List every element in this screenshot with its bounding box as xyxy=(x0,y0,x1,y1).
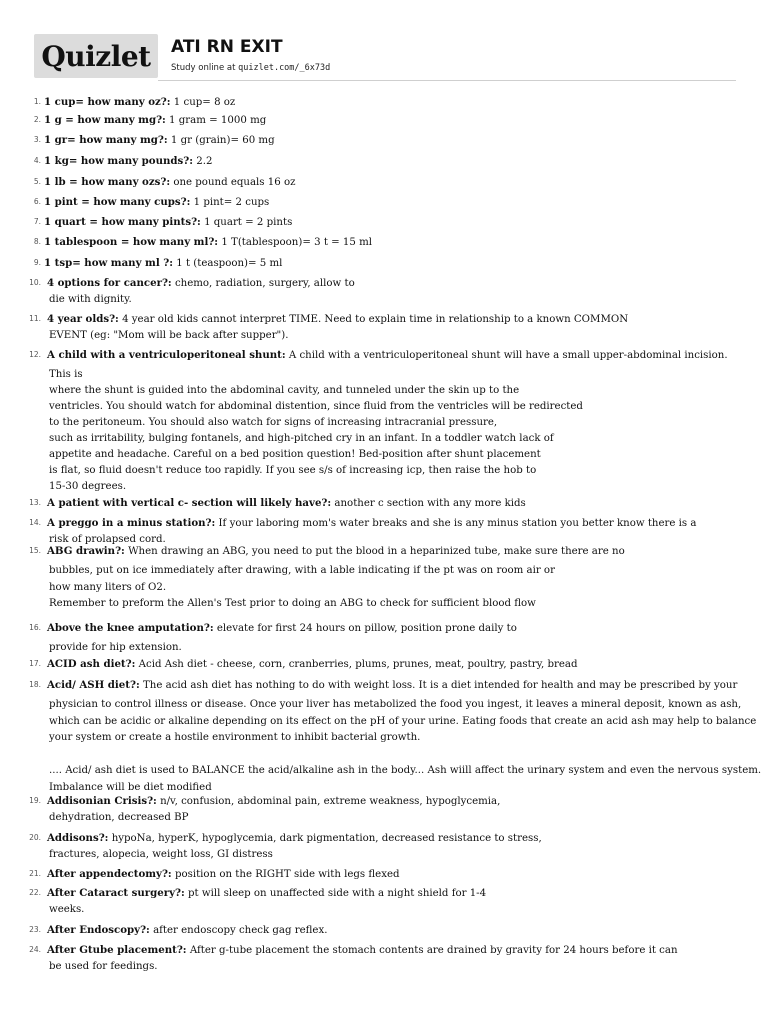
answer-text: one pound equals 16 oz xyxy=(173,177,296,188)
item-number: 14. xyxy=(29,518,41,527)
question-text: Acid/ ASH diet?: xyxy=(47,679,140,691)
item-number: 13. xyxy=(29,498,41,507)
answer-text: 2.2 xyxy=(196,156,213,167)
item-number: 6. xyxy=(33,197,41,206)
answer-text: 1 quart = 2 pints xyxy=(204,217,293,228)
answer-text: 1 pint= 2 cups xyxy=(193,197,270,208)
answer-continuation: ventricles. You should watch for abdominal distention, since fluid from the ventricles will be redirected xyxy=(49,401,583,412)
item-number: 17. xyxy=(29,659,41,668)
item-number: 20. xyxy=(29,833,41,842)
answer-text: The acid ash diet has nothing to do with weight loss. It is a diet intended for health and may be prescribed by your xyxy=(142,680,738,691)
item-number: 5. xyxy=(33,177,41,186)
answer-continuation: provide for hip extension. xyxy=(49,642,182,653)
header-divider xyxy=(158,80,736,81)
question-text: Addisonian Crisis?: xyxy=(47,795,157,807)
question-text: 1 lb = how many ozs?: xyxy=(44,176,171,188)
item-number: 18. xyxy=(29,680,41,689)
item-number: 21. xyxy=(29,869,41,878)
question-text: 1 gr= how many mg?: xyxy=(44,134,168,146)
answer-continuation: how many liters of O2. xyxy=(49,581,167,593)
answer-text: 1 gr (grain)= 60 mg xyxy=(170,135,275,146)
answer-continuation: bubbles, put on ice immediately after drawing, with a lable indicating if the pt was on room air or xyxy=(49,565,555,576)
item-number: 2. xyxy=(33,115,41,124)
answer-continuation: EVENT (eg: "Mom will be back after supper"). xyxy=(49,330,289,341)
answer-continuation: physician to control illness or disease. Once your liver has metabolized the food you ingest, it leaves a mineral deposit, known as ash, xyxy=(49,699,742,710)
question-text: After Cataract surgery?: xyxy=(47,887,185,899)
card-first-line xyxy=(47,621,517,636)
answer-continuation: be used for feedings. xyxy=(49,961,158,972)
question-text: 1 tablespoon = how many ml?: xyxy=(44,236,219,248)
card-first-line xyxy=(47,794,500,809)
question-text: A patient with vertical c- section will likely have?: xyxy=(47,497,332,509)
card-first-line xyxy=(44,113,266,128)
card-first-line xyxy=(47,544,625,559)
answer-continuation: .... Acid/ ash diet is used to BALANCE the acid/alkaline ash in the body... Ash wiill affect the urinary system and even the nervous system. xyxy=(49,765,762,776)
question-text: 1 tsp= how many ml ?: xyxy=(44,257,173,269)
item-number: 10. xyxy=(29,278,41,287)
card-first-line xyxy=(47,943,678,958)
item-number: 9. xyxy=(33,258,41,267)
answer-text: after endoscopy check gag reflex. xyxy=(153,925,328,936)
question-text: After Gtube placement?: xyxy=(47,944,187,956)
card-first-line xyxy=(44,95,235,110)
item-number: 7. xyxy=(33,217,41,226)
answer-text: another c section with any more kids xyxy=(334,498,526,509)
question-text: Above the knee amputation?: xyxy=(47,622,214,634)
answer-continuation: is flat, so fluid doesn't reduce too rapidly. If you see s/s of increasing icp, then raise the hob to xyxy=(49,465,537,476)
answer-text: When drawing an ABG, you need to put the blood in a heparinized tube, make sure there are no xyxy=(128,546,625,557)
answer-text: n/v, confusion, abdominal pain, extreme weakness, hypoglycemia, xyxy=(160,796,501,807)
answer-text: 1 T(tablespoon)= 3 t = 15 ml xyxy=(221,237,373,248)
card-first-line xyxy=(44,215,292,230)
item-number: 16. xyxy=(29,623,41,632)
card-first-line xyxy=(47,886,486,901)
answer-continuation: Remember to preform the Allen's Test prior to doing an ABG to check for sufficient blood flow xyxy=(49,598,536,609)
item-number: 23. xyxy=(29,925,41,934)
answer-continuation: such as irritability, bulging fontanels, and high-pitched cry in an infant. In a toddler watch lack of xyxy=(49,433,554,444)
answer-text: A child with a ventriculoperitoneal shunt will have a small upper-abdominal incision. xyxy=(288,350,728,361)
card-first-line xyxy=(47,312,628,327)
card-first-line xyxy=(47,867,400,882)
answer-continuation: dehydration, decreased BP xyxy=(49,812,189,823)
item-number: 15. xyxy=(29,546,41,555)
answer-continuation: where the shunt is guided into the abdominal cavity, and tunneled under the skin up to the xyxy=(49,385,520,396)
question-text: A child with a ventriculoperitoneal shunt: xyxy=(47,349,286,361)
answer-continuation: fractures, alopecia, weight loss, GI distress xyxy=(49,849,273,860)
item-number: 1. xyxy=(33,97,41,106)
item-number: 8. xyxy=(33,237,41,246)
answer-text: After g-tube placement the stomach contents are drained by gravity for 24 hours before it can xyxy=(189,945,678,956)
question-text: 1 pint = how many cups?: xyxy=(44,196,191,208)
answer-continuation: to the peritoneum. You should also watch for signs of increasing intracranial pressure, xyxy=(49,417,498,428)
answer-text: 4 year old kids cannot interpret TIME. Need to explain time in relationship to a known COMMON xyxy=(122,314,629,325)
answer-text: Acid Ash diet - cheese, corn, cranberries, plums, prunes, meat, poultry, pastry, bread xyxy=(138,659,578,670)
question-text: 1 kg= how many pounds?: xyxy=(44,155,193,167)
question-text: ACID ash diet?: xyxy=(47,658,136,670)
item-number: 12. xyxy=(29,350,41,359)
answer-continuation: This is xyxy=(49,369,83,380)
card-first-line xyxy=(44,235,372,250)
item-number: 4. xyxy=(33,156,41,165)
card-first-line xyxy=(44,133,275,148)
card-first-line xyxy=(47,516,696,531)
card-first-line xyxy=(47,276,355,291)
answer-continuation: appetite and headache. Careful on a bed position question! Bed-position after shunt placement xyxy=(49,449,541,460)
question-text: 1 g = how many mg?: xyxy=(44,114,166,126)
item-number: 22. xyxy=(29,888,41,897)
card-first-line xyxy=(44,256,282,271)
card-first-line xyxy=(47,348,728,363)
card-first-line xyxy=(47,923,327,938)
card-first-line xyxy=(47,678,737,693)
answer-text: elevate for first 24 hours on pillow, position prone daily to xyxy=(216,623,517,634)
subtitle-prefix: Study online at xyxy=(171,63,239,73)
answer-text: 1 cup= 8 oz xyxy=(173,97,236,108)
subtitle-url[interactable]: quizlet.com/_6x73d xyxy=(238,63,331,73)
question-text: 4 year olds?: xyxy=(47,313,119,325)
item-number: 19. xyxy=(29,796,41,805)
item-number: 11. xyxy=(29,314,41,323)
answer-continuation: which can be acidic or alkaline depending on its effect on the pH of your urine. Eating foods that create an acid ash may help to balance xyxy=(49,715,757,727)
question-text: A preggo in a minus station?: xyxy=(47,517,216,529)
answer-text: 1 gram = 1000 mg xyxy=(169,115,267,126)
answer-continuation: 15-30 degrees. xyxy=(49,481,127,492)
card-first-line xyxy=(47,831,542,846)
answer-text: position on the RIGHT side with legs flexed xyxy=(174,869,400,880)
card-first-line xyxy=(47,496,526,511)
answer-text: hypoNa, hyperK, hypoglycemia, dark pigmentation, decreased resistance to stress, xyxy=(111,833,542,844)
card-first-line xyxy=(44,195,269,210)
card-first-line xyxy=(44,154,212,169)
answer-continuation: risk of prolapsed cord. xyxy=(49,534,166,545)
answer-continuation: your system or create a hostile environment to inhibit bacterial growth. xyxy=(49,732,421,743)
answer-continuation: die with dignity. xyxy=(49,294,132,305)
card-first-line xyxy=(47,657,578,672)
question-text: After appendectomy?: xyxy=(47,868,172,880)
item-number: 3. xyxy=(33,135,41,144)
answer-text: 1 t (teaspoon)= 5 ml xyxy=(176,258,283,269)
item-number: 24. xyxy=(29,945,41,954)
card-first-line xyxy=(44,175,295,190)
question-text: 1 quart = how many pints?: xyxy=(44,216,201,228)
answer-text: chemo, radiation, surgery, allow to xyxy=(174,278,355,289)
answer-text: If your laboring mom's water breaks and she is any minus station you better know there is a xyxy=(218,518,697,529)
question-text: ABG drawin?: xyxy=(47,545,125,557)
question-text: Addisons?: xyxy=(47,832,109,844)
question-text: 1 cup= how many oz?: xyxy=(44,96,171,108)
study-online-note xyxy=(171,63,330,73)
answer-continuation: weeks. xyxy=(49,904,85,915)
question-text: 4 options for cancer?: xyxy=(47,277,172,289)
page-title: ATI RN EXIT xyxy=(171,37,283,57)
question-text: After Endoscopy?: xyxy=(47,924,150,936)
answer-continuation: Imbalance will be diet modified xyxy=(49,781,212,793)
answer-text: pt will sleep on unaffected side with a night shield for 1-4 xyxy=(188,888,487,899)
quizlet-logo: Quizlet xyxy=(34,34,158,78)
